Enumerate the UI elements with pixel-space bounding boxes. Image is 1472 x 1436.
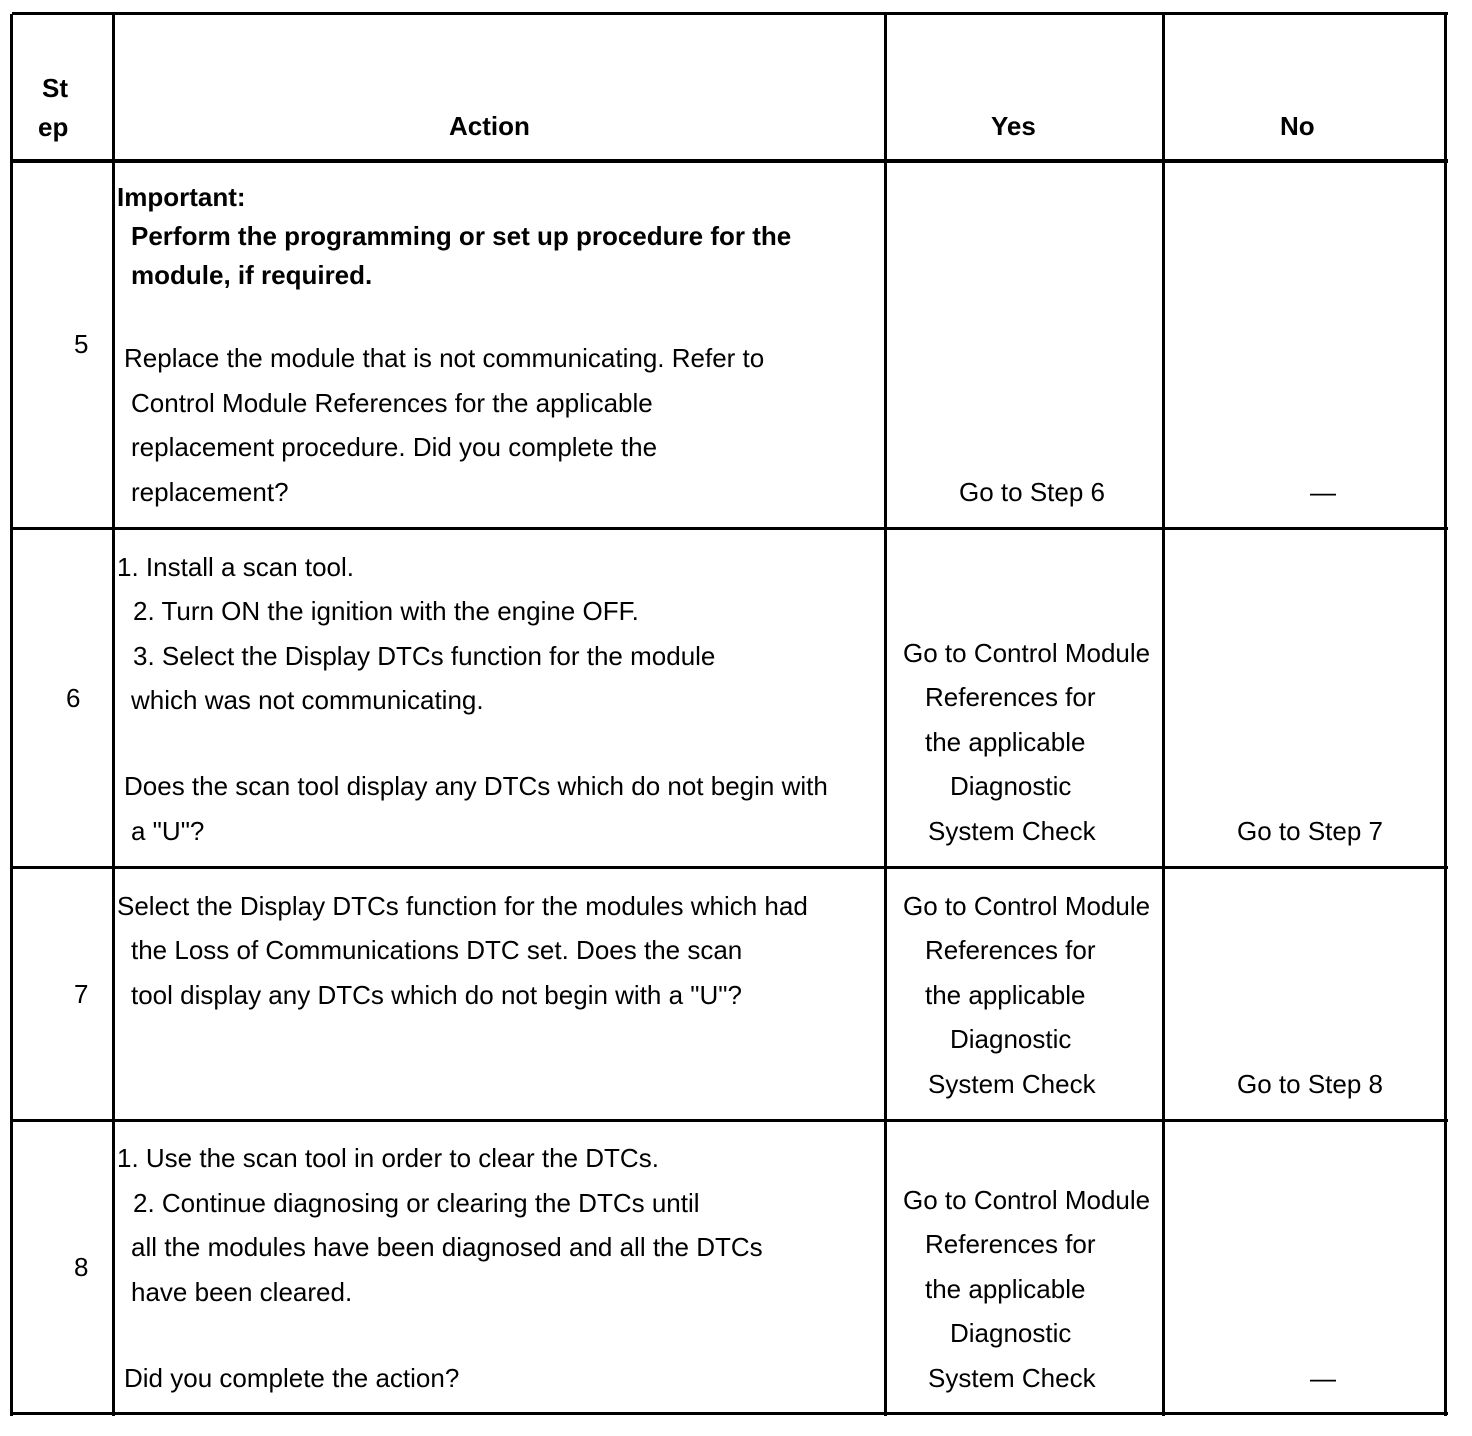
yes-result-line: Diagnostic — [950, 771, 1072, 801]
header-action: Action — [449, 111, 530, 141]
action-line: 2. Turn ON the ignition with the engine OFF. — [133, 596, 639, 626]
action-line: Replace the module that is not communicating. Refer to — [124, 343, 765, 373]
action-line: 1. Use the scan tool in order to clear the DTCs. — [117, 1143, 659, 1173]
action-line: Does the scan tool display any DTCs which do not begin with — [124, 771, 828, 801]
action-line: all the modules have been diagnosed and all the DTCs — [131, 1232, 763, 1262]
action-line: which was not communicating. — [131, 685, 484, 715]
yes-result-line: System Check — [928, 1069, 1096, 1099]
no-result: Go to Step 7 — [1237, 816, 1383, 846]
no-result: — — [1310, 1363, 1336, 1393]
yes-result-line: Go to Control Module — [903, 1185, 1151, 1215]
row-divider-5 — [12, 527, 1448, 530]
action-line: Select the Display DTCs function for the modules which had — [117, 891, 808, 921]
yes-result-line: the applicable — [925, 1274, 1086, 1304]
table-border-bottom — [12, 1412, 1448, 1415]
yes-result-line: References for — [925, 935, 1096, 965]
row-divider-7 — [12, 1119, 1448, 1122]
step-number: 5 — [74, 329, 89, 359]
yes-result-line: Go to Control Module — [903, 891, 1151, 921]
step-number: 8 — [74, 1252, 89, 1282]
header-step-line1: St — [42, 73, 68, 103]
action-line: Did you complete the action? — [124, 1363, 460, 1393]
column-divider-step — [112, 14, 115, 1416]
step-number: 6 — [66, 683, 81, 713]
action-line: module, if required. — [131, 260, 373, 290]
yes-result-line: Diagnostic — [950, 1318, 1072, 1348]
action-line: 3. Select the Display DTCs function for the module — [133, 641, 716, 671]
column-divider-yes — [1162, 14, 1165, 1416]
no-result: — — [1310, 477, 1336, 507]
table-border-right — [1444, 14, 1447, 1416]
column-divider-action — [884, 14, 887, 1416]
action-line: replacement procedure. Did you complete the — [131, 432, 658, 462]
yes-result-line: Diagnostic — [950, 1024, 1072, 1054]
yes-result-line: Go to Control Module — [903, 638, 1151, 668]
action-line: the Loss of Communications DTC set. Does the scan — [131, 935, 743, 965]
yes-result: Go to Step 6 — [959, 477, 1105, 507]
diagnostic-table — [12, 14, 1448, 1416]
action-line: a "U"? — [131, 816, 205, 846]
action-line: Perform the programming or set up procedure for the — [131, 221, 792, 251]
yes-result-line: System Check — [928, 1363, 1096, 1393]
action-line: 1. Install a scan tool. — [117, 552, 355, 582]
header-step-line2: ep — [38, 112, 69, 142]
action-line: tool display any DTCs which do not begin with a "U"? — [131, 980, 742, 1010]
action-line: 2. Continue diagnosing or clearing the DTCs until — [133, 1188, 700, 1218]
row-divider-6 — [12, 866, 1448, 869]
yes-result-line: System Check — [928, 816, 1096, 846]
header-no: No — [1280, 111, 1315, 141]
yes-result-line: the applicable — [925, 980, 1086, 1010]
header-yes: Yes — [991, 111, 1036, 141]
yes-result-line: References for — [925, 682, 1096, 712]
header-divider — [12, 159, 1448, 163]
important-label: Important: — [117, 182, 246, 212]
yes-result-line: the applicable — [925, 727, 1086, 757]
no-result: Go to Step 8 — [1237, 1069, 1383, 1099]
action-line: Control Module References for the applicable — [131, 388, 653, 418]
step-number: 7 — [74, 979, 89, 1009]
action-line: replacement? — [131, 477, 289, 507]
table-border-top — [12, 12, 1448, 15]
action-line: have been cleared. — [131, 1277, 353, 1307]
table-border-left — [10, 14, 13, 1416]
yes-result-line: References for — [925, 1229, 1096, 1259]
